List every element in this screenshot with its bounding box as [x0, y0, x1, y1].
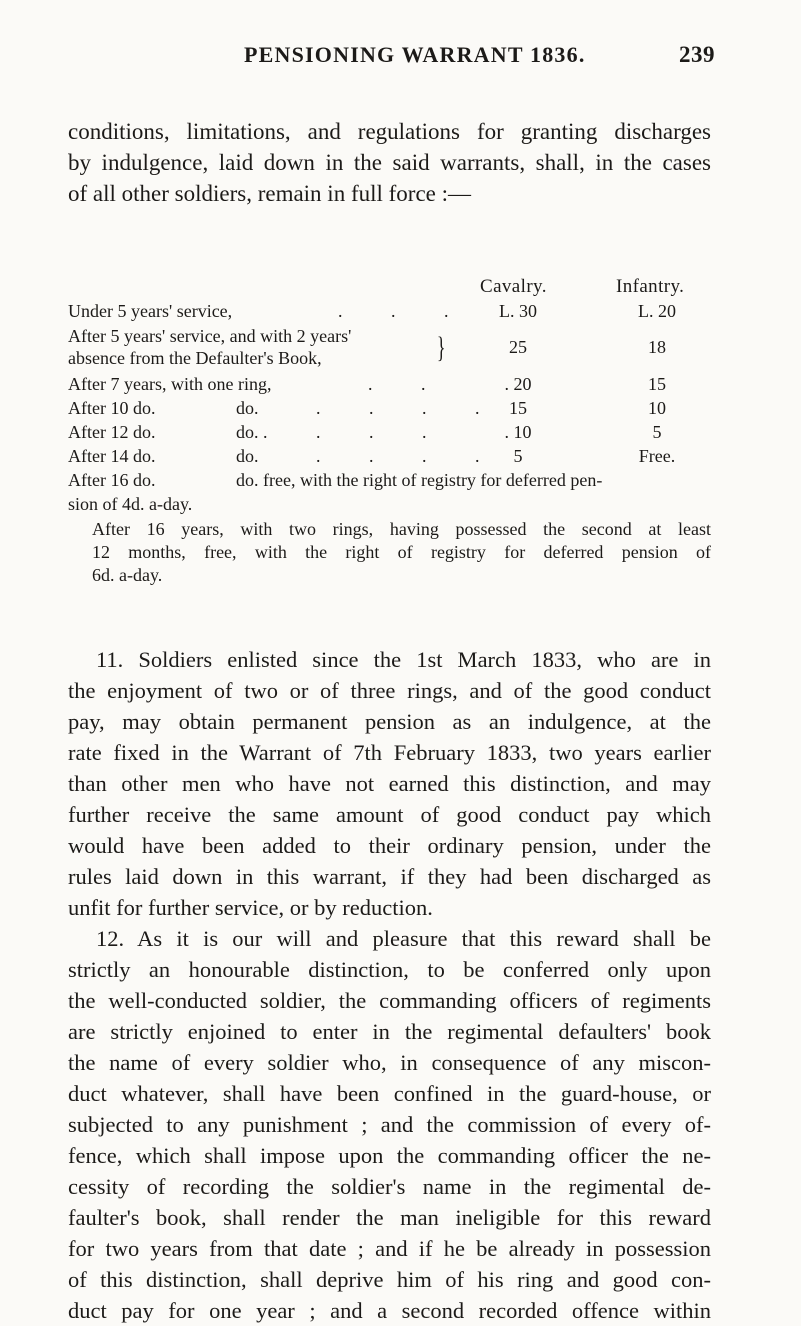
cavalry-value: L. 30 [499, 301, 537, 321]
ditto-mark: do. [236, 446, 259, 466]
table-row [68, 326, 711, 370]
dot-leader: . . [368, 374, 448, 394]
text-line: rate fixed in the Warrant of 7th February 1833, two years earlier [68, 740, 711, 765]
table-row [68, 470, 711, 492]
table-row [68, 301, 711, 323]
table-row [68, 374, 711, 396]
text-line: of this distinction, shall deprive him of his ring and good con- [68, 1267, 711, 1292]
text-line: cessity of recording the soldier's name in the regimental de- [68, 1174, 711, 1199]
table-row-continuation [68, 494, 711, 516]
intro-paragraph [68, 116, 711, 209]
row-label: After 14 do. [68, 446, 156, 466]
cavalry-value: 15 [509, 398, 527, 418]
running-title: PENSIONING WARRANT 1836. [244, 42, 586, 67]
text-line: unfit for further service, or by reduction. [68, 895, 433, 920]
infantry-value: 5 [652, 422, 662, 442]
schedule-note [68, 518, 711, 587]
text-line: 12. As it is our will and pleasure that this reward shall be [96, 926, 711, 951]
text-line: duct whatever, shall have been confined in the guard-house, or [68, 1081, 711, 1106]
text-line: than other men who have not earned this distinction, and may [68, 771, 711, 796]
row-text-continued: sion of 4d. a-day. [68, 494, 193, 514]
dot-leader: . . . [316, 422, 449, 442]
note-line: 6d. a-day. [92, 565, 163, 585]
text-line: subjected to any punishment ; and the commission of every of- [68, 1112, 711, 1137]
column-header-cavalry: Cavalry. [480, 276, 547, 297]
brace-glyph: } [436, 331, 446, 364]
running-head [0, 42, 801, 72]
text-line: fence, which shall impose upon the commanding officer the ne- [68, 1143, 711, 1168]
note-line: 12 months, free, with the right of registry for deferred pension of [92, 542, 711, 562]
ditto-mark: do. [236, 398, 259, 418]
cavalry-value: 25 [509, 337, 527, 357]
text-line: further receive the same amount of good conduct pay which [68, 802, 711, 827]
body-paragraphs [68, 644, 711, 1326]
text-line: rules laid down in this warrant, if they had been discharged as [68, 864, 711, 889]
row-label-continued: absence from the Defaulter's Book, [68, 348, 322, 368]
text-line: faulter's book, shall render the man ineligible for this reward [68, 1205, 711, 1230]
infantry-value: Free. [638, 446, 676, 466]
text-line: 11. Soldiers enlisted since the 1st March 1833, who are in [96, 647, 711, 672]
infantry-value: 18 [648, 337, 666, 357]
note-line: After 16 years, with two rings, having possessed the second at least [92, 519, 711, 539]
text-line: of all other soldiers, remain in full force :— [68, 181, 472, 206]
table-row [68, 422, 711, 444]
page-number: 239 [679, 42, 715, 67]
text-line: would have been added to their ordinary pension, under the [68, 833, 711, 858]
dot-leader: . . . . [316, 446, 502, 466]
text-line: pay, may obtain permanent pension as an indulgence, at the [68, 709, 711, 734]
row-text: do. free, with the right of registry for deferred pen- [236, 470, 603, 490]
text-line: by indulgence, laid down in the said warrants, shall, in the cases [68, 150, 711, 175]
text-line: the enjoyment of two or of three rings, and of the good conduct [68, 678, 711, 703]
table-row [68, 398, 711, 420]
cavalry-value: . 20 [504, 374, 532, 394]
text-line: conditions, limitations, and regulations for granting discharges [68, 119, 711, 144]
text-line: duct pay for one year ; and a second recorded offence within [68, 1298, 711, 1323]
row-label: After 16 do. [68, 470, 156, 490]
row-label: Under 5 years' service, [68, 301, 233, 321]
text-line: strictly an honourable distinction, to be conferred only upon [68, 957, 711, 982]
text-line: are strictly enjoined to enter in the regimental defaulters' book [68, 1019, 711, 1044]
text-line: the name of every soldier who, in consequence of any miscon- [68, 1050, 711, 1075]
cavalry-value: 5 [513, 446, 523, 466]
row-label: After 10 do. [68, 398, 156, 418]
ditto-mark: do. . [236, 422, 268, 442]
table-row [68, 446, 711, 468]
column-header-infantry: Infantry. [616, 276, 685, 297]
row-label: After 7 years, with one ring, [68, 374, 272, 394]
dot-leader: . . . [338, 301, 471, 321]
row-label: After 12 do. [68, 422, 156, 442]
text-line: the well-conducted soldier, the commanding officers of regiments [68, 988, 711, 1013]
dot-leader: . . . . [316, 398, 502, 418]
infantry-value: L. 20 [638, 301, 676, 321]
row-label: After 5 years' service, and with 2 years' [68, 326, 352, 346]
infantry-value: 10 [648, 398, 666, 418]
text-line: for two years from that date ; and if he be already in possession [68, 1236, 711, 1261]
infantry-value: 15 [648, 374, 666, 394]
cavalry-value: . 10 [504, 422, 532, 442]
